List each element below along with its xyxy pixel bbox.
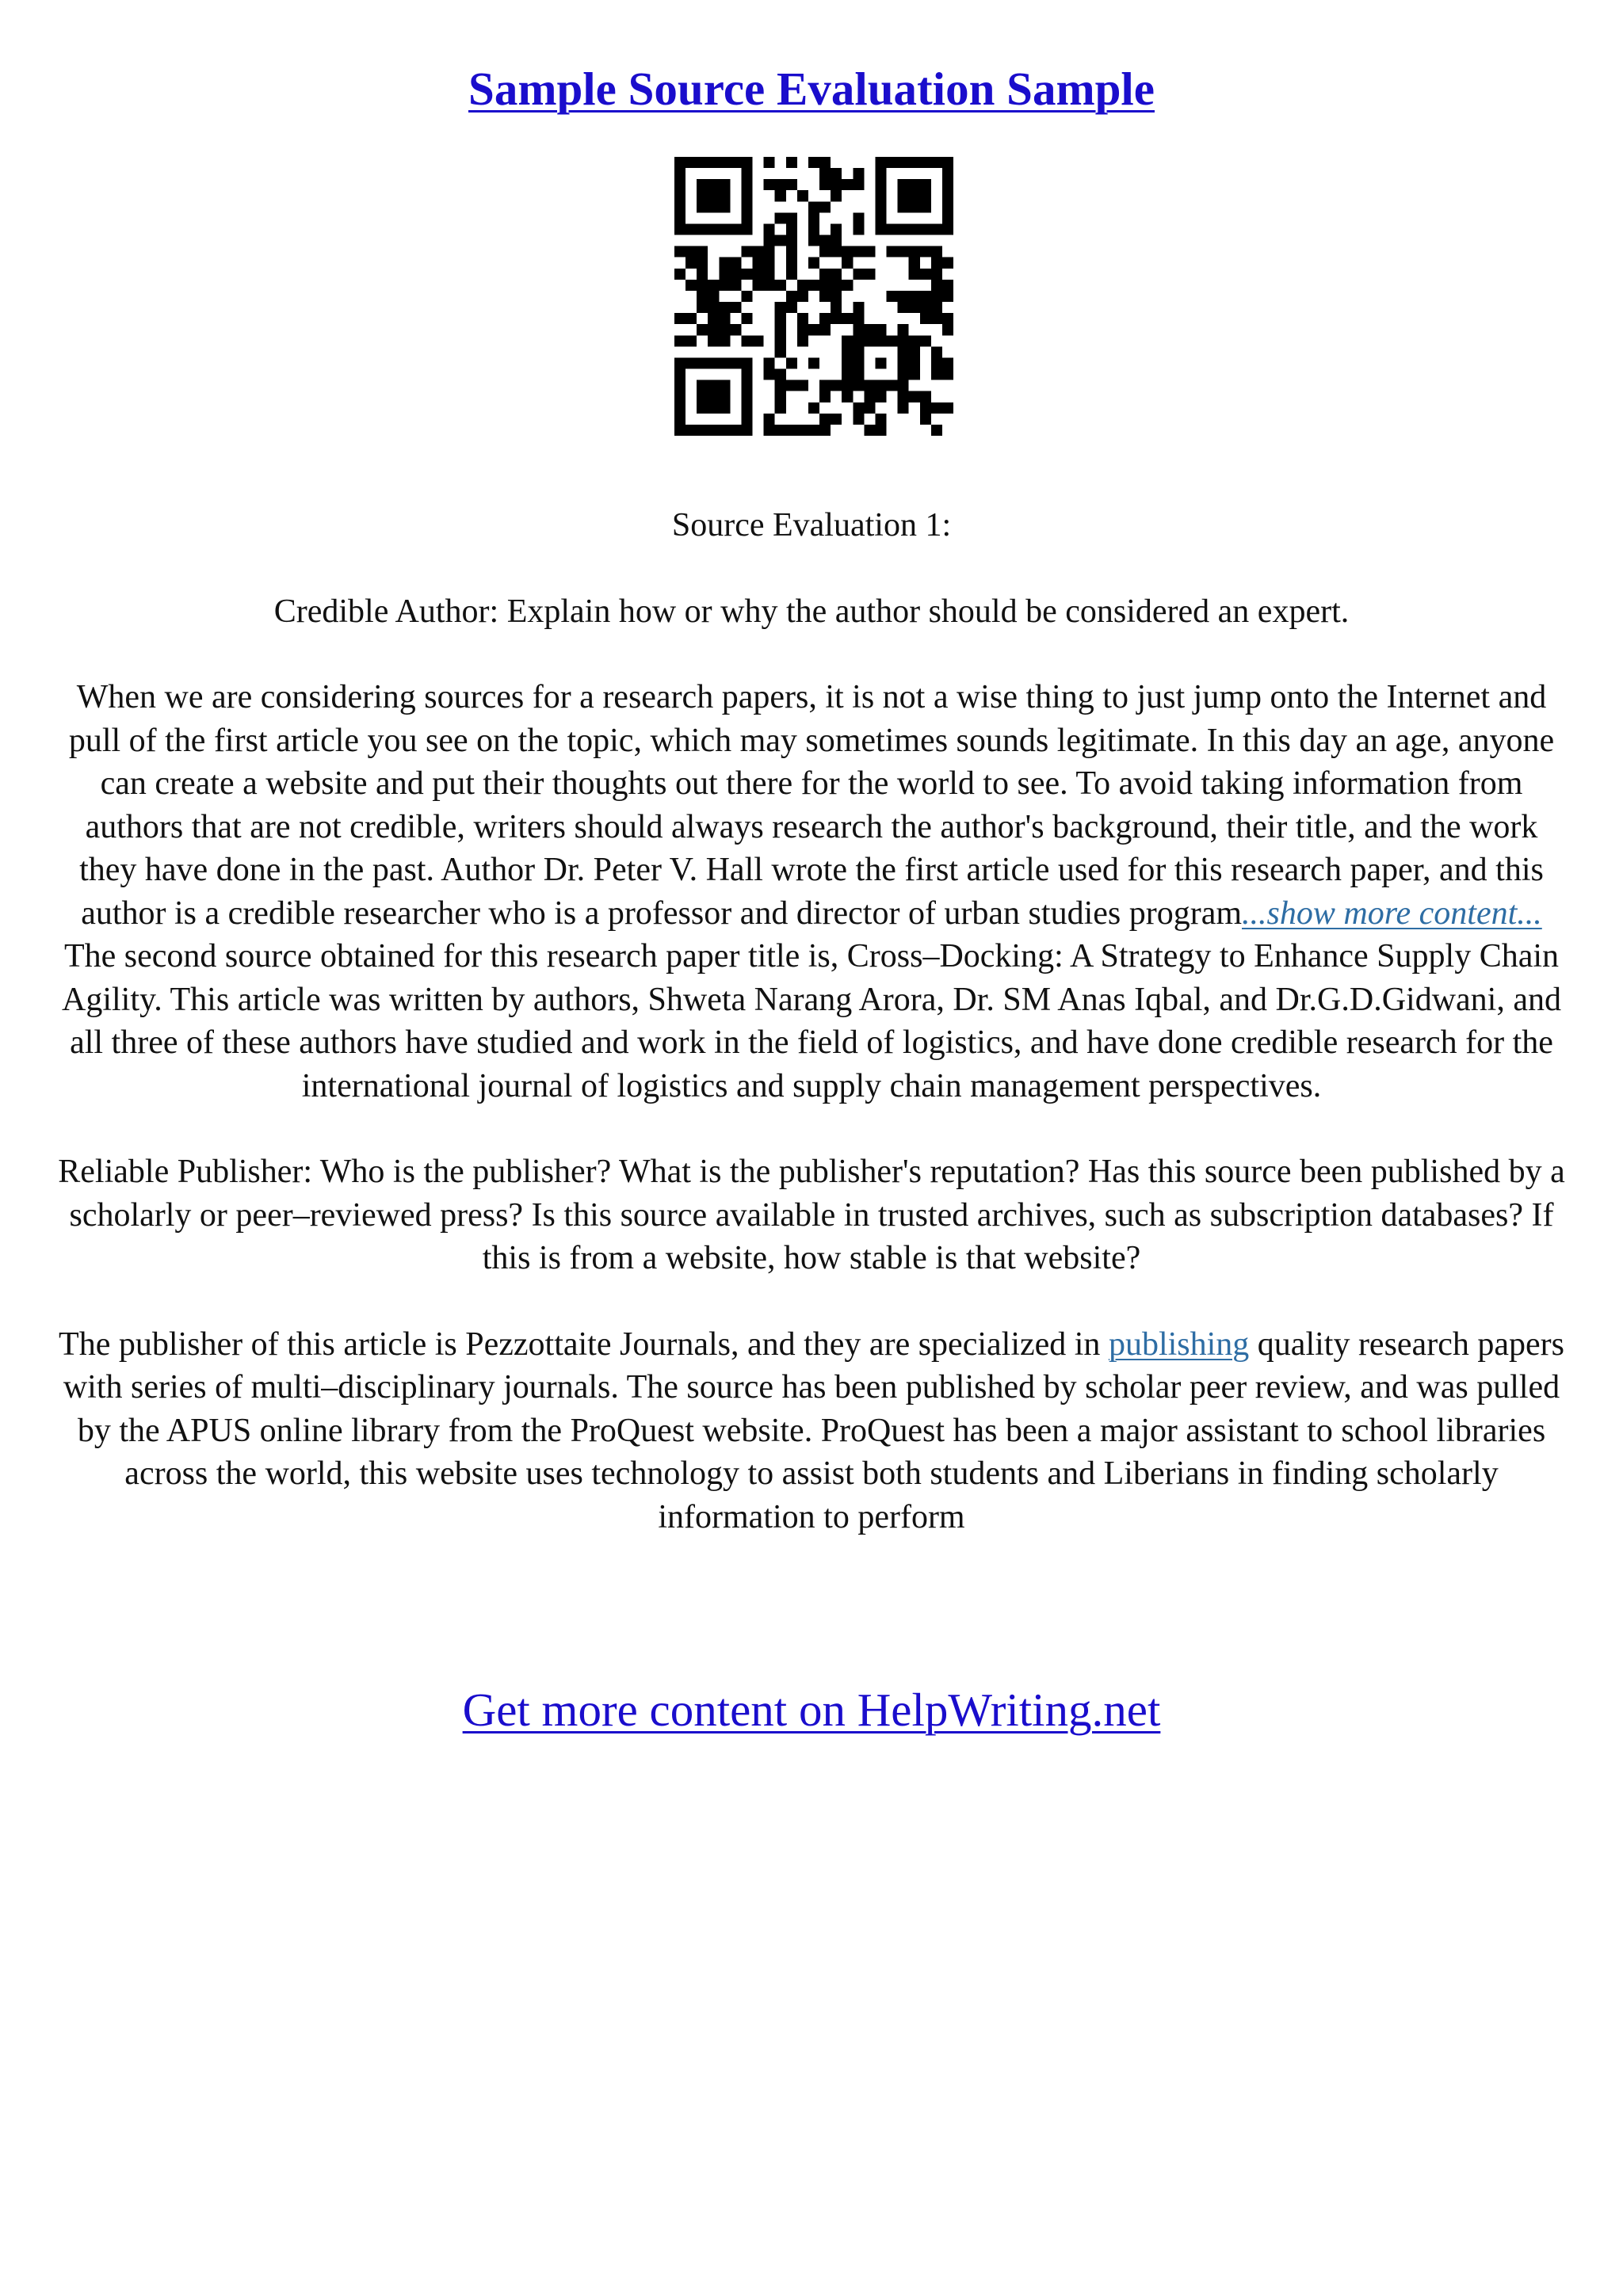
paragraph-publisher-text-start: The publisher of this article is Pezzottaite Journals, and they are specialized in (59, 1325, 1109, 1363)
paragraph-credible-author-text: When we are considering sources for a research papers, it is not a wise thing to just jump onto the Internet and pull of the first article you see on the topic, which may sometimes sounds legitimate. In this day an age, anyone can create a website and put their thoughts out there for the world to see. To avoid taking information from authors that are not credible, writers should always research the author's background, their title, and the work they have done in the past. Author Dr. Peter V. Hall wrote the first article used for this research paper, and this author is a credible researcher who is a professor and director of urban studies program (68, 679, 1555, 932)
qr-code-icon (674, 157, 953, 436)
question-credible-author: Credible Author: Explain how or why the author should be considered an expert. (273, 593, 1350, 630)
paragraph-publisher (55, 1323, 1568, 1539)
document-title (0, 57, 1623, 120)
title-link[interactable]: Sample Source Evaluation Sample (468, 63, 1155, 115)
get-more-content-link[interactable]: Get more content on HelpWriting.net (462, 1684, 1161, 1736)
get-more-content (0, 1678, 1623, 1741)
publishing-link[interactable]: publishing (1108, 1325, 1250, 1363)
paragraph-publisher-text-end: quality research papers with series of multi–disciplinary journals. The source has been published by scholar peer review, and was pulled by the APUS online library from the ProQuest website. ProQuest has been a major assistant to school libraries across the world, this website uses technology to assist both students and Liberians in finding scholarly information to perform (63, 1325, 1564, 1535)
show-more-link[interactable]: ...show more content... (1242, 894, 1542, 932)
question-reliable-publisher: Reliable Publisher: Who is the publisher? What is the publisher's reputation? Has this source been published by a scholarly or peer–reviewed press? Is this source available in trusted archives, such as subscription databases? If this is from a website, how stable is that website? (58, 1154, 1565, 1276)
paragraph-second-source: The second source obtained for this research paper title is, Cross–Docking: A Strategy to Enhance Supply Chain Agility. This article was written by authors, Shweta Narang Arora, Dr. SM Anas Iqbal, and Dr.G.D.Gidwani, and all three of these authors have studied and work in the field of logistics, and have done credible research for the international journal of logistics and supply chain management perspectives. (62, 938, 1561, 1104)
document-body (55, 504, 1568, 1539)
paragraph-credible-author (55, 676, 1568, 935)
section-heading: Source Evaluation 1: (671, 507, 952, 543)
